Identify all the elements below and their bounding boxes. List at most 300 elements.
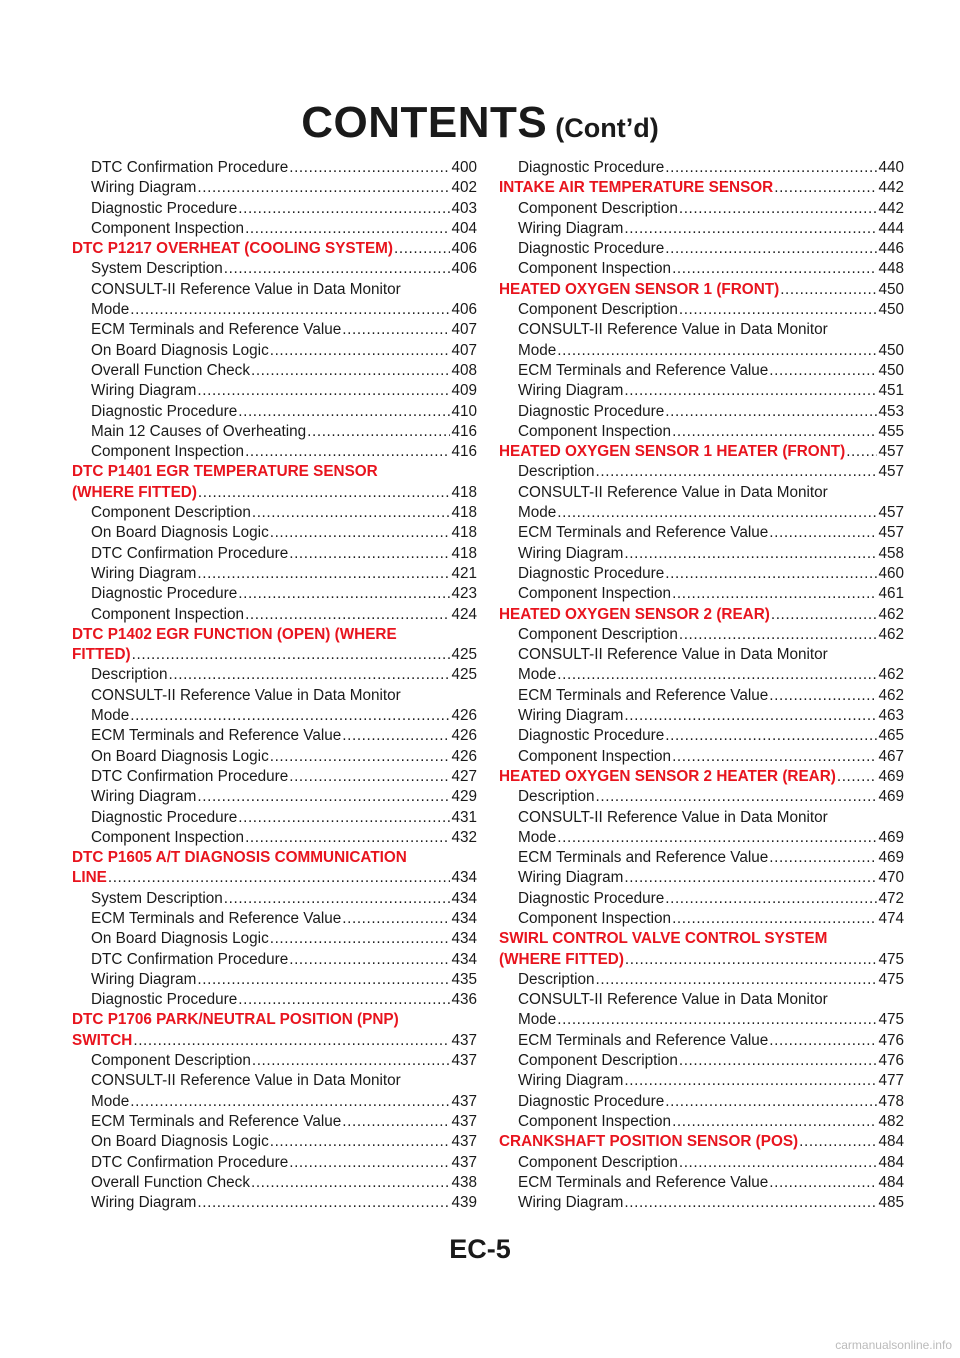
toc-section-heading[interactable]: [72, 645, 477, 665]
toc-entry[interactable]: [72, 747, 477, 767]
dot-leader: [672, 747, 877, 767]
toc-entry[interactable]: [72, 564, 477, 584]
toc-page-number: 476: [878, 1031, 904, 1049]
toc-entry[interactable]: [72, 544, 477, 564]
toc-entry-title: Wiring Diagram: [91, 1194, 197, 1212]
toc-page-number: 484: [878, 1153, 904, 1171]
toc-entry[interactable]: [72, 178, 477, 198]
dot-leader: [197, 178, 450, 198]
dot-leader: [679, 1051, 878, 1071]
toc-entry-title: CRANKSHAFT POSITION SENSOR (POS): [499, 1133, 799, 1151]
toc-section-heading[interactable]: [72, 1010, 477, 1030]
toc-entry[interactable]: [499, 239, 904, 259]
toc-entry-title: LINE: [72, 869, 107, 887]
toc-section-heading[interactable]: [499, 767, 904, 787]
toc-entry-title: ECM Terminals and Reference Value: [518, 1173, 769, 1191]
toc-entry-title: (WHERE FITTED): [499, 950, 624, 968]
toc-entry-title: Mode: [518, 1011, 557, 1029]
toc-page-number: 462: [878, 605, 904, 623]
toc-page-number: 476: [878, 1052, 904, 1070]
dot-leader: [238, 199, 450, 219]
toc-entry[interactable]: [72, 726, 477, 746]
dot-leader: [780, 280, 877, 300]
toc-entry[interactable]: [72, 1153, 477, 1173]
toc-page-number: 442: [878, 179, 904, 197]
dot-leader: [238, 990, 450, 1010]
toc-entry[interactable]: [72, 787, 477, 807]
toc-page-number: 457: [878, 443, 904, 461]
toc-page-number: 467: [878, 747, 904, 765]
toc-entry[interactable]: [72, 706, 477, 726]
toc-page-number: 435: [451, 970, 477, 988]
dot-leader: [769, 686, 877, 706]
toc-entry[interactable]: [72, 219, 477, 239]
toc-page-number: 450: [878, 341, 904, 359]
toc-entry[interactable]: [72, 889, 477, 909]
toc-entry[interactable]: [72, 605, 477, 625]
toc-page-number: 437: [451, 1112, 477, 1130]
toc-entry-title: Wiring Diagram: [91, 382, 197, 400]
toc-page-number: 450: [878, 361, 904, 379]
toc-page-number: 458: [878, 544, 904, 562]
toc-entry-title: Mode: [518, 666, 557, 684]
toc-entry-title: Description: [91, 666, 168, 684]
dot-leader: [596, 787, 878, 807]
toc-entry[interactable]: [499, 381, 904, 401]
toc-entry[interactable]: [72, 1112, 477, 1132]
toc-entry-title: ECM Terminals and Reference Value: [518, 361, 769, 379]
toc-section-heading[interactable]: [499, 280, 904, 300]
toc-section-heading[interactable]: [72, 625, 477, 645]
toc-entry[interactable]: [499, 706, 904, 726]
dot-leader: [251, 1173, 450, 1193]
toc-entry-title: HEATED OXYGEN SENSOR 2 HEATER (REAR): [499, 767, 836, 785]
toc-entry[interactable]: [499, 726, 904, 746]
toc-page-number: 426: [451, 747, 477, 765]
toc-entry[interactable]: [499, 909, 904, 929]
dot-leader: [557, 503, 877, 523]
toc-entry-title: System Description: [91, 260, 223, 278]
toc-entry[interactable]: [72, 1092, 477, 1112]
dot-leader: [307, 422, 450, 442]
toc-entry-title: DTC Confirmation Procedure: [91, 159, 289, 176]
toc-entry-title: Diagnostic Procedure: [518, 402, 665, 420]
dot-leader: [624, 868, 877, 888]
toc-page-number: 465: [878, 727, 904, 745]
toc-entry[interactable]: [499, 219, 904, 239]
toc-page-number: 455: [878, 422, 904, 440]
toc-entry-title: Diagnostic Procedure: [91, 991, 238, 1009]
toc-section-heading[interactable]: [72, 868, 477, 888]
toc-page-number: 469: [878, 828, 904, 846]
dot-leader: [245, 605, 450, 625]
dot-leader: [197, 970, 450, 990]
toc-entry[interactable]: [499, 341, 904, 361]
dot-leader: [252, 503, 451, 523]
dot-leader: [130, 706, 450, 726]
toc-entry[interactable]: [499, 787, 904, 807]
dot-leader: [672, 259, 877, 279]
toc-entry-title: ECM Terminals and Reference Value: [91, 1112, 342, 1130]
toc-entry-title: CONSULT-II Reference Value in Data Monitor: [518, 808, 828, 826]
toc-entry[interactable]: [499, 564, 904, 584]
toc-entry[interactable]: [499, 868, 904, 888]
toc-entry[interactable]: [72, 686, 477, 706]
toc-page-number: 478: [878, 1092, 904, 1110]
toc-entry[interactable]: [72, 929, 477, 949]
toc-entry[interactable]: [72, 300, 477, 320]
toc-entry[interactable]: [499, 1010, 904, 1030]
toc-section-heading[interactable]: [72, 462, 477, 482]
toc-entry-title: Diagnostic Procedure: [518, 889, 665, 907]
toc-entry[interactable]: [499, 848, 904, 868]
dot-leader: [596, 970, 878, 990]
dot-leader: [774, 178, 877, 198]
toc-entry-title: Wiring Diagram: [91, 788, 197, 806]
toc-right-column: [499, 158, 904, 1213]
toc-entry[interactable]: [499, 686, 904, 706]
toc-entry[interactable]: [499, 828, 904, 848]
toc-entry[interactable]: [499, 808, 904, 828]
toc-entry[interactable]: [72, 442, 477, 462]
toc-page-number: 477: [878, 1072, 904, 1090]
toc-entry[interactable]: [72, 950, 477, 970]
dot-leader: [289, 158, 450, 178]
toc-entry[interactable]: [499, 584, 904, 604]
toc-entry[interactable]: [72, 970, 477, 990]
page-number: EC-5: [449, 1234, 511, 1264]
toc-entry[interactable]: [72, 1193, 477, 1213]
dot-leader: [197, 1193, 450, 1213]
toc-section-heading[interactable]: [72, 239, 477, 259]
toc-page-number: 442: [878, 199, 904, 217]
toc-page-number: 418: [451, 504, 477, 522]
watermark: carmanualsonline.info: [835, 1338, 952, 1352]
toc-entry[interactable]: [499, 402, 904, 422]
toc-entry-title: DTC P1217 OVERHEAT (COOLING SYSTEM): [72, 240, 393, 258]
toc-page-number: 434: [451, 889, 477, 907]
dot-leader: [289, 767, 450, 787]
dot-leader: [252, 1051, 451, 1071]
toc-entry-title: DTC P1401 EGR TEMPERATURE SENSOR: [72, 463, 378, 481]
dot-leader: [672, 584, 877, 604]
dot-leader: [665, 158, 877, 178]
dot-leader: [679, 1153, 878, 1173]
toc-page-number: 475: [878, 950, 904, 968]
toc-page-number: 475: [878, 970, 904, 988]
toc-entry[interactable]: [72, 259, 477, 279]
toc-entry[interactable]: [499, 422, 904, 442]
toc-entry[interactable]: [499, 645, 904, 665]
toc-page-number: 475: [878, 1011, 904, 1029]
toc-section-heading[interactable]: [499, 605, 904, 625]
dot-leader: [846, 442, 877, 462]
toc-entry-title: DTC Confirmation Procedure: [91, 950, 289, 968]
page-title: [0, 98, 960, 148]
dot-leader: [665, 402, 877, 422]
toc-entry[interactable]: [499, 1112, 904, 1132]
dot-leader: [245, 442, 450, 462]
toc-page-number: 429: [451, 788, 477, 806]
toc-entry-title: Overall Function Check: [91, 1173, 250, 1191]
dot-leader: [270, 341, 451, 361]
dot-leader: [557, 665, 877, 685]
toc-section-heading[interactable]: [499, 178, 904, 198]
toc-entry-title: Component Inspection: [518, 585, 672, 603]
toc-page-number: 426: [451, 707, 477, 725]
dot-leader: [169, 665, 451, 685]
toc-page-number: 463: [878, 707, 904, 725]
dot-leader: [198, 483, 451, 503]
dot-leader: [624, 219, 877, 239]
toc-page-number: 453: [878, 402, 904, 420]
toc-page-number: 436: [451, 991, 477, 1009]
toc-entry-title: Wiring Diagram: [518, 544, 624, 562]
toc-entry-title: SWITCH: [72, 1031, 133, 1049]
toc-entry[interactable]: [499, 462, 904, 482]
toc-entry-title: Diagnostic Procedure: [518, 159, 665, 176]
toc-entry[interactable]: [72, 320, 477, 340]
toc-page-number: 406: [451, 260, 477, 278]
toc-entry[interactable]: [72, 523, 477, 543]
toc-page-number: 427: [451, 767, 477, 785]
toc-entry-title: Overall Function Check: [91, 361, 250, 379]
toc-page-number: 485: [878, 1194, 904, 1212]
toc-entry[interactable]: [72, 361, 477, 381]
dot-leader: [679, 625, 878, 645]
dot-leader: [596, 462, 878, 482]
toc-entry-title: DTC P1706 PARK/NEUTRAL POSITION (PNP): [72, 1011, 399, 1029]
toc-entry[interactable]: [499, 361, 904, 381]
toc-entry-title: ECM Terminals and Reference Value: [91, 909, 342, 927]
dot-leader: [557, 1010, 877, 1030]
dot-leader: [289, 950, 450, 970]
toc-entry-title: Component Inspection: [518, 1112, 672, 1130]
toc-entry[interactable]: [72, 828, 477, 848]
dot-leader: [108, 868, 451, 888]
toc-entry[interactable]: [72, 1173, 477, 1193]
toc-entry[interactable]: [499, 523, 904, 543]
toc-page-number: 448: [878, 260, 904, 278]
toc-page-number: 418: [451, 524, 477, 542]
toc-entry[interactable]: [72, 341, 477, 361]
dot-leader: [394, 239, 450, 259]
toc-entry[interactable]: [72, 909, 477, 929]
dot-leader: [270, 929, 451, 949]
toc-entry[interactable]: [72, 808, 477, 828]
toc-page-number: 460: [878, 564, 904, 582]
dot-leader: [238, 402, 450, 422]
toc-entry[interactable]: [72, 402, 477, 422]
toc-entry[interactable]: [72, 503, 477, 523]
toc-page-number: 461: [878, 585, 904, 603]
toc-section-heading[interactable]: [499, 1132, 904, 1152]
toc-entry[interactable]: [72, 1132, 477, 1152]
dot-leader: [224, 259, 451, 279]
toc-entry[interactable]: [72, 767, 477, 787]
toc-entry[interactable]: [499, 1193, 904, 1213]
toc-entry[interactable]: [499, 544, 904, 564]
toc-page-number: 407: [451, 341, 477, 359]
toc-page-number: 469: [878, 767, 904, 785]
toc-section-heading[interactable]: [72, 1031, 477, 1051]
toc-entry[interactable]: [499, 199, 904, 219]
toc-page-number: 426: [451, 727, 477, 745]
toc-entry-title: On Board Diagnosis Logic: [91, 747, 269, 765]
toc-entry-title: Diagnostic Procedure: [518, 240, 665, 258]
toc-entry-title: Component Inspection: [91, 605, 245, 623]
dot-leader: [289, 1153, 450, 1173]
toc-entry[interactable]: [72, 280, 477, 300]
toc-entry-title: CONSULT-II Reference Value in Data Monitor: [91, 280, 401, 298]
toc-entry[interactable]: [72, 422, 477, 442]
toc-page-number: 407: [451, 321, 477, 339]
toc-entry-title: CONSULT-II Reference Value in Data Monitor: [91, 686, 401, 704]
dot-leader: [799, 1132, 877, 1152]
toc-page-number: 434: [451, 909, 477, 927]
toc-page-number: 440: [878, 159, 904, 176]
toc-entry[interactable]: [499, 1031, 904, 1051]
toc-page-number: 406: [451, 301, 477, 319]
dot-leader: [624, 381, 877, 401]
toc-entry-title: Wiring Diagram: [518, 707, 624, 725]
toc-entry[interactable]: [499, 1153, 904, 1173]
toc-entry[interactable]: [499, 1071, 904, 1091]
dot-leader: [769, 1031, 877, 1051]
dot-leader: [130, 1092, 450, 1112]
toc-page-number: 416: [451, 443, 477, 461]
toc-entry-title: DTC Confirmation Procedure: [91, 767, 289, 785]
toc-entry-title: Diagnostic Procedure: [518, 727, 665, 745]
toc-entry[interactable]: [499, 1092, 904, 1112]
toc-entry[interactable]: [499, 990, 904, 1010]
toc-entry-title: Component Description: [518, 199, 678, 217]
title-main: CONTENTS: [301, 98, 548, 147]
dot-leader: [625, 950, 878, 970]
toc-page-number: 434: [451, 950, 477, 968]
toc-entry[interactable]: [72, 584, 477, 604]
toc-entry[interactable]: [499, 665, 904, 685]
toc-section-heading[interactable]: [499, 929, 904, 949]
toc-entry[interactable]: [499, 300, 904, 320]
toc-entry[interactable]: [499, 1051, 904, 1071]
toc-entry-title: Component Description: [518, 1052, 678, 1070]
toc-entry-title: Component Description: [518, 301, 678, 319]
dot-leader: [342, 1112, 450, 1132]
dot-leader: [224, 889, 451, 909]
toc-page-number: 474: [878, 909, 904, 927]
toc-entry-title: Mode: [91, 707, 130, 725]
dot-leader: [289, 544, 450, 564]
toc-section-heading[interactable]: [72, 848, 477, 868]
toc-entry[interactable]: [499, 483, 904, 503]
toc-section-heading[interactable]: [499, 950, 904, 970]
toc-entry-title: Component Description: [518, 625, 678, 643]
toc-page-number: 409: [451, 382, 477, 400]
dot-leader: [679, 300, 878, 320]
dot-leader: [197, 787, 450, 807]
dot-leader: [665, 564, 877, 584]
toc-entry[interactable]: [499, 970, 904, 990]
toc-entry[interactable]: [499, 320, 904, 340]
dot-leader: [270, 1132, 451, 1152]
toc-page-number: 457: [878, 524, 904, 542]
toc-page-number: 416: [451, 422, 477, 440]
dot-leader: [342, 726, 450, 746]
toc-entry-title: Component Inspection: [91, 219, 245, 237]
dot-leader: [133, 1031, 450, 1051]
toc-page-number: 462: [878, 686, 904, 704]
toc-entry-title: ECM Terminals and Reference Value: [91, 727, 342, 745]
toc-page-number: 438: [451, 1173, 477, 1191]
toc-page-number: 406: [451, 240, 477, 258]
toc-entry-title: INTAKE AIR TEMPERATURE SENSOR: [499, 179, 774, 197]
toc-entry-title: System Description: [91, 889, 223, 907]
toc-entry[interactable]: [72, 199, 477, 219]
dot-leader: [197, 564, 450, 584]
dot-leader: [837, 767, 878, 787]
toc-entry-title: On Board Diagnosis Logic: [91, 341, 269, 359]
toc-section-heading[interactable]: [72, 483, 477, 503]
dot-leader: [238, 808, 450, 828]
toc-entry[interactable]: [499, 625, 904, 645]
toc-entry[interactable]: [72, 990, 477, 1010]
toc-entry[interactable]: [72, 1051, 477, 1071]
toc-entry-title: Wiring Diagram: [518, 382, 624, 400]
toc-entry-title: Description: [518, 970, 595, 988]
toc-entry-title: Wiring Diagram: [91, 564, 197, 582]
toc-page-number: 470: [878, 869, 904, 887]
toc-entry-title: CONSULT-II Reference Value in Data Monitor: [91, 1072, 401, 1090]
toc-entry-title: HEATED OXYGEN SENSOR 1 HEATER (FRONT): [499, 443, 846, 461]
toc-entry[interactable]: [499, 259, 904, 279]
dot-leader: [130, 300, 450, 320]
toc-entry[interactable]: [72, 158, 477, 178]
toc-entry[interactable]: [499, 503, 904, 523]
toc-entry[interactable]: [499, 158, 904, 178]
toc-entry-title: Component Inspection: [518, 747, 672, 765]
toc-page-number: 437: [451, 1052, 477, 1070]
toc-entry[interactable]: [72, 381, 477, 401]
toc-page-number: 437: [451, 1133, 477, 1151]
toc-page-number: 423: [451, 585, 477, 603]
toc-page-number: 437: [451, 1031, 477, 1049]
toc-page-number: 462: [878, 625, 904, 643]
toc-entry[interactable]: [499, 1173, 904, 1193]
toc-page-number: 424: [451, 605, 477, 623]
toc-entry-title: Wiring Diagram: [91, 970, 197, 988]
dot-leader: [665, 726, 877, 746]
toc-entry[interactable]: [72, 665, 477, 685]
dot-leader: [624, 544, 877, 564]
toc-entry-title: Wiring Diagram: [91, 179, 197, 197]
toc-entry[interactable]: [72, 1071, 477, 1091]
toc-entry-title: Component Inspection: [91, 443, 245, 461]
toc-page-number: 431: [451, 808, 477, 826]
toc-page-number: 484: [878, 1133, 904, 1151]
dot-leader: [624, 1071, 877, 1091]
dot-leader: [665, 1092, 877, 1112]
toc-section-heading[interactable]: [499, 442, 904, 462]
toc-entry-title: DTC P1402 EGR FUNCTION (OPEN) (WHERE: [72, 625, 397, 643]
toc-entry-title: DTC Confirmation Procedure: [91, 1153, 289, 1171]
dot-leader: [342, 320, 450, 340]
toc-entry-title: Component Inspection: [518, 260, 672, 278]
toc-entry[interactable]: [499, 747, 904, 767]
toc-entry[interactable]: [499, 889, 904, 909]
toc-page-number: 462: [878, 666, 904, 684]
toc-page-number: 469: [878, 849, 904, 867]
